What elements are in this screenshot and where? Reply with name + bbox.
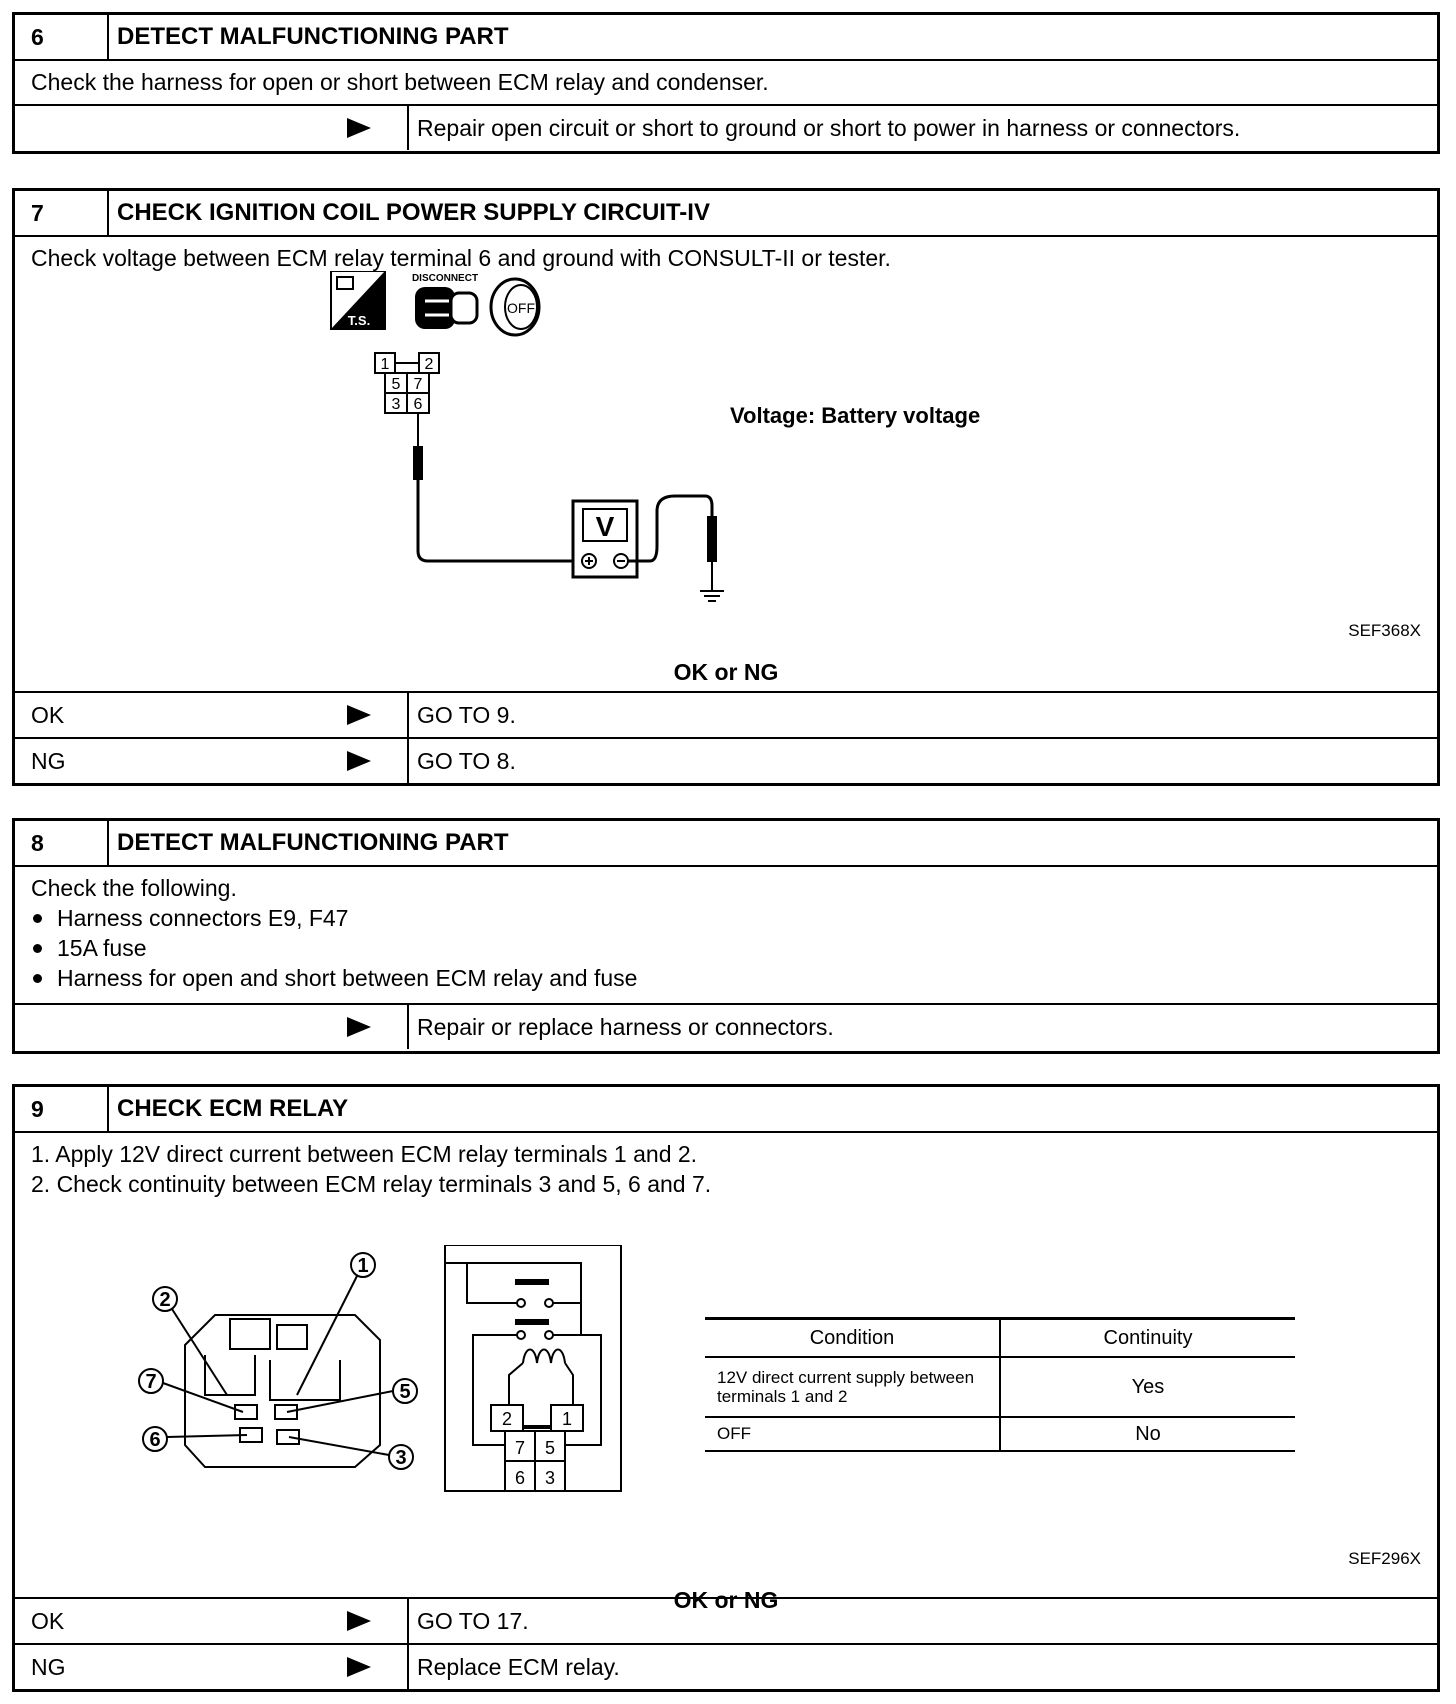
ts-label: T.S. — [347, 313, 371, 328]
continuity-table — [705, 1317, 1295, 1452]
step-number: 7 — [15, 191, 109, 235]
step-title: CHECK IGNITION COIL POWER SUPPLY CIRCUIT-IV — [117, 199, 710, 226]
continuity-cell: No — [1000, 1417, 1295, 1451]
ecm-relay-diagram — [15, 1245, 675, 1505]
step-header — [15, 821, 1437, 867]
step-instruction: Check the following. — [31, 875, 237, 901]
table-row — [705, 1417, 1295, 1451]
arrow-right-icon — [347, 118, 371, 138]
terminal-6: 6 — [413, 396, 423, 413]
arrow-right-icon — [347, 1611, 371, 1631]
ok-or-ng: OK or NG — [673, 1587, 779, 1613]
condition-cell: OFF — [705, 1417, 1000, 1451]
continuity-cell: Yes — [1000, 1357, 1295, 1417]
arrow-right-icon — [347, 1657, 371, 1677]
figure-code: SEF368X — [1348, 621, 1421, 640]
outcome-result: GO TO 8. — [407, 739, 1437, 783]
instruction-2: 2. Check continuity between ECM relay terminals 3 and 5, 6 and 7. — [31, 1171, 712, 1197]
relay-schematic — [445, 1245, 621, 1491]
result-text: Repair open circuit or short to ground or short to power in harness or connectors. — [407, 106, 1437, 150]
outcome-result: GO TO 9. — [407, 693, 1437, 737]
outcome-label: NG — [31, 748, 66, 774]
outcome-label: NG — [31, 1654, 66, 1680]
step-title: CHECK ECM RELAY — [117, 1095, 349, 1122]
disconnect-icon — [412, 273, 478, 329]
step-number: 8 — [15, 821, 109, 865]
terminal-2: 2 — [424, 356, 434, 373]
callout-2: 2 — [159, 1289, 171, 1311]
step-title: DETECT MALFUNCTIONING PART — [117, 829, 509, 856]
result-text: Repair or replace harness or connectors. — [407, 1005, 1437, 1049]
callout-5: 5 — [399, 1381, 411, 1403]
schematic-terminal-6: 6 — [514, 1468, 526, 1488]
instruction-1: 1. Apply 12V direct current between ECM relay terminals 1 and 2. — [31, 1141, 698, 1167]
voltage-check-diagram — [15, 271, 1435, 621]
terminal-3: 3 — [391, 396, 401, 413]
outcome-result: Replace ECM relay. — [407, 1645, 1437, 1689]
condition-cell: 12V direct current supply between terminals 1 and 2 — [705, 1357, 1000, 1417]
step-number: 6 — [15, 15, 109, 59]
step-header — [15, 1087, 1437, 1133]
disconnect-label: DISCONNECT — [411, 273, 479, 284]
step-title: DETECT MALFUNCTIONING PART — [117, 23, 509, 50]
column-header: Condition — [705, 1319, 1000, 1358]
schematic-terminal-3: 3 — [544, 1468, 556, 1488]
outcome-row-ng — [15, 737, 1437, 783]
callout-3: 3 — [395, 1447, 407, 1469]
outcome-row-ok — [15, 691, 1437, 737]
off-label: OFF — [507, 300, 535, 316]
terminal-5: 5 — [391, 376, 401, 393]
voltage-note: Voltage: Battery voltage — [730, 403, 981, 428]
step-header — [15, 15, 1437, 61]
relay-body-icon — [185, 1315, 380, 1467]
figure-code: SEF296X — [1348, 1549, 1421, 1568]
list-item: Harness for open and short between ECM relay and fuse — [31, 963, 1421, 993]
step-instructions — [15, 1133, 1437, 1199]
schematic-terminal-7: 7 — [514, 1438, 526, 1458]
step-9-block — [12, 1084, 1440, 1692]
arrow-right-icon — [347, 705, 371, 725]
result-row — [15, 1003, 1437, 1049]
schematic-terminal-1: 1 — [561, 1409, 573, 1429]
callout-6: 6 — [149, 1429, 161, 1451]
schematic-terminal-5: 5 — [544, 1438, 556, 1458]
outcome-row-ng — [15, 1643, 1437, 1689]
probe-wire — [413, 413, 575, 561]
table-row — [705, 1357, 1295, 1417]
outcome-label: OK — [31, 702, 65, 728]
column-header: Continuity — [1000, 1319, 1295, 1358]
outcome-result: GO TO 17. — [407, 1599, 1437, 1643]
list-item: 15A fuse — [31, 933, 1421, 963]
ok-or-ng: OK or NG — [673, 659, 779, 685]
callout-7: 7 — [145, 1371, 157, 1393]
step-instruction: Check the harness for open or short between ECM relay and condenser. — [31, 69, 769, 95]
outcome-label: OK — [31, 1608, 65, 1634]
ts-icon — [331, 271, 385, 329]
check-list — [31, 903, 1421, 993]
step-6-block — [12, 12, 1440, 154]
step-header — [15, 191, 1437, 237]
schematic-terminal-2: 2 — [501, 1409, 513, 1429]
result-row — [15, 104, 1437, 150]
arrow-right-icon — [347, 1017, 371, 1037]
voltmeter-icon — [573, 501, 637, 577]
outcome-row-ok — [15, 1597, 1437, 1643]
relay-connector — [375, 353, 439, 413]
step-7-block — [12, 188, 1440, 786]
callout-1: 1 — [357, 1255, 369, 1277]
terminal-1: 1 — [380, 356, 390, 373]
step-body — [15, 867, 1437, 1003]
ground-icon — [628, 496, 724, 601]
step-instruction: Check voltage between ECM relay terminal 6 and ground with CONSULT-II or tester. — [31, 245, 891, 271]
step-number: 9 — [15, 1087, 109, 1131]
arrow-right-icon — [347, 751, 371, 771]
terminal-7: 7 — [413, 376, 423, 393]
step-8-block — [12, 818, 1440, 1054]
meter-label: V — [595, 511, 615, 542]
list-item: Harness connectors E9, F47 — [31, 903, 1421, 933]
ignition-off-icon — [491, 279, 539, 335]
